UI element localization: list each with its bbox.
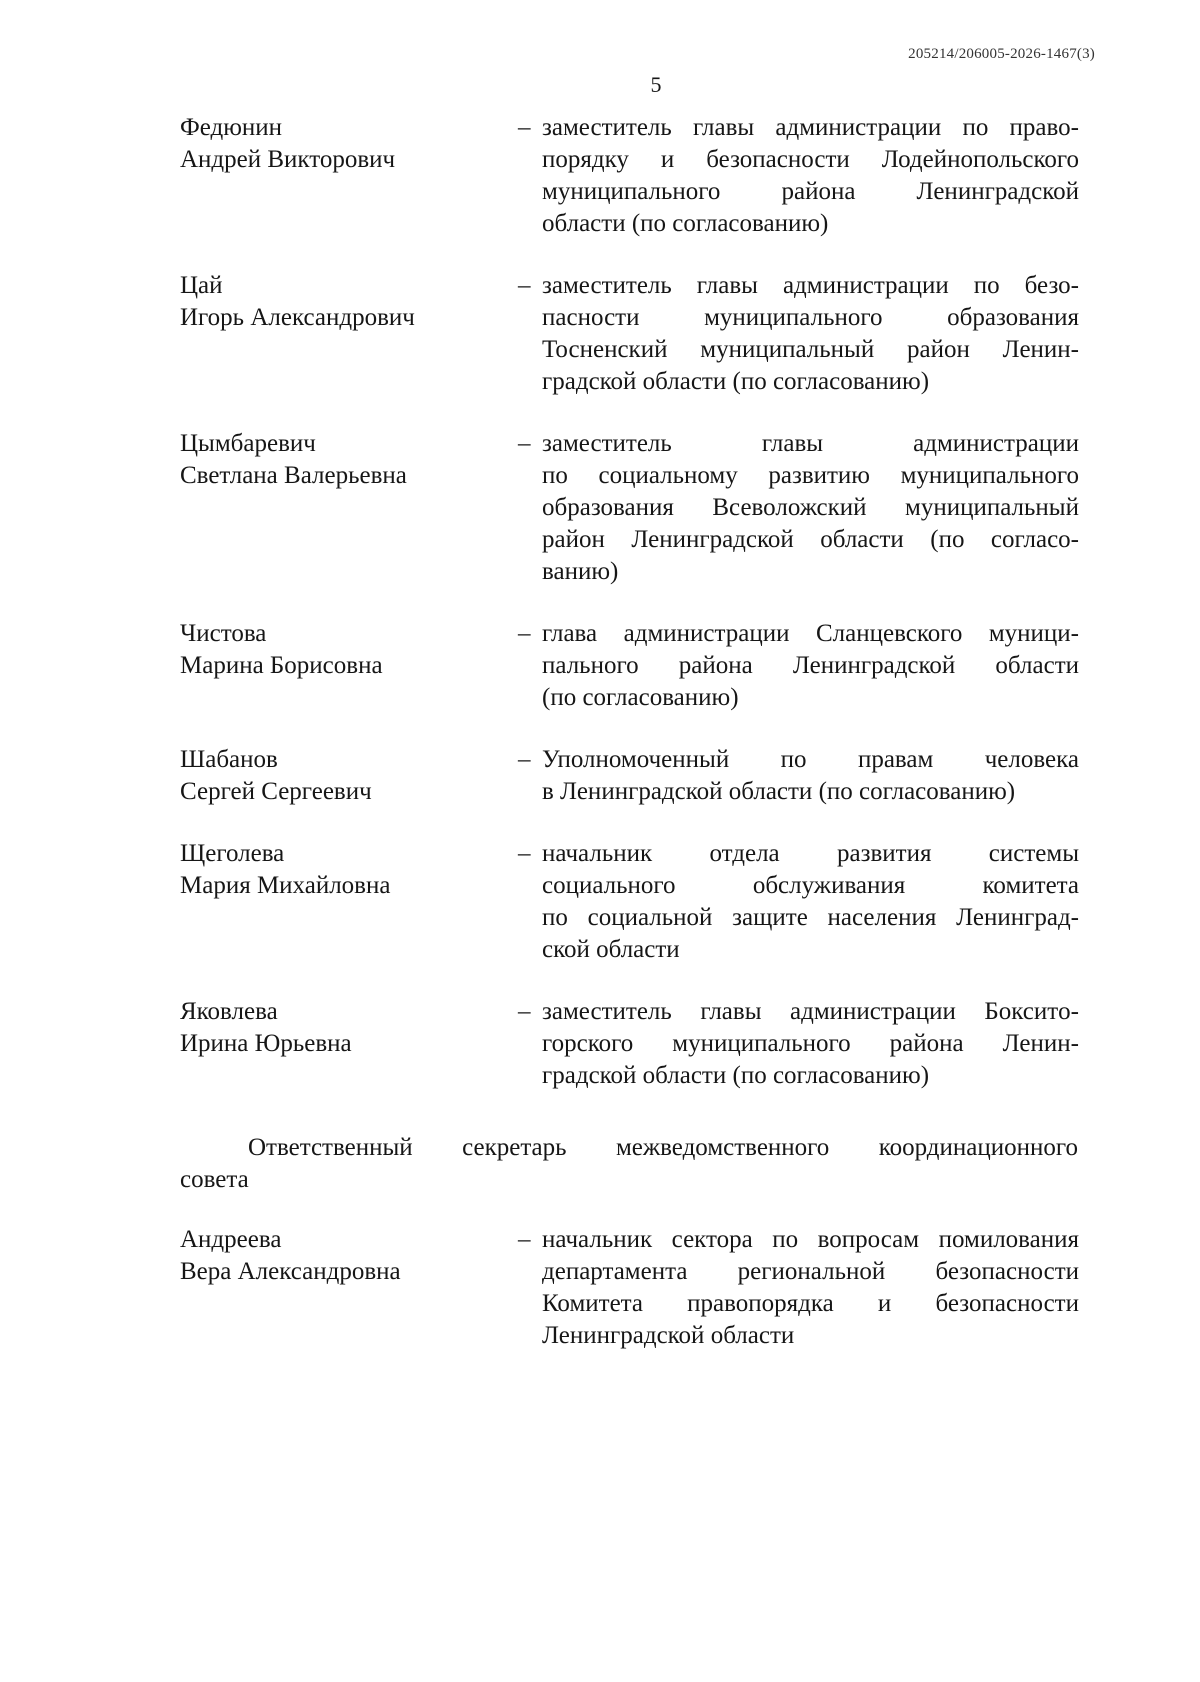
member-given-name: Светлана Валерьевна xyxy=(180,462,407,489)
position-line: градской области (по согласованию) xyxy=(542,368,930,395)
position-line: ванию) xyxy=(542,558,619,585)
position-line: начальник сектора по вопросам помилования xyxy=(542,1226,1079,1253)
position-line: Комитета правопорядка и безопасности xyxy=(542,1290,1079,1317)
member-name xyxy=(180,112,500,176)
position-line: области (по согласованию) xyxy=(542,210,829,237)
position-line: Ленинградской области xyxy=(542,1322,795,1349)
position-line: район Ленинградской области (по согласо- xyxy=(542,526,1079,553)
position-line: департамента региональной безопасности xyxy=(542,1258,1079,1285)
member-position xyxy=(542,996,1079,1092)
member-surname: Шабанов xyxy=(180,746,278,773)
position-line: социального обслуживания комитета xyxy=(542,872,1079,899)
member-surname: Щеголева xyxy=(180,840,285,867)
member-position xyxy=(542,270,1079,398)
position-line: в Ленинградской области (по согласованию) xyxy=(542,778,1016,805)
dash-separator: – xyxy=(518,272,531,299)
position-line: по социальной защите населения Ленинград- xyxy=(542,904,1079,931)
dash-separator: – xyxy=(518,114,531,141)
position-line: заместитель главы администрации xyxy=(542,430,1079,457)
dash-separator: – xyxy=(518,746,531,773)
page-number: 5 xyxy=(650,72,662,97)
member-surname: Федюнин xyxy=(180,114,283,141)
member-name xyxy=(180,618,500,682)
secretary-surname: Андреева xyxy=(180,1226,282,1253)
member-given-name: Мария Михайловна xyxy=(180,872,391,899)
position-line: начальник отдела развития системы xyxy=(542,840,1079,867)
position-line: образования Всеволожский муниципальный xyxy=(542,494,1079,521)
secretary-heading-line: Ответственный секретарь межведомственного координационного xyxy=(248,1134,1078,1161)
position-line: порядку и безопасности Лодейнопольского xyxy=(542,146,1079,173)
position-line: заместитель главы администрации по безо- xyxy=(542,272,1079,299)
member-surname: Чистова xyxy=(180,620,267,647)
position-line: горского муниципального района Ленин- xyxy=(542,1030,1079,1057)
position-line: по социальному развитию муниципального xyxy=(542,462,1079,489)
secretary-given-name: Вера Александровна xyxy=(180,1258,401,1285)
position-line: Уполномоченный по правам человека xyxy=(542,746,1079,773)
position-line: ской области xyxy=(542,936,680,963)
dash-separator: – xyxy=(518,620,531,647)
position-line: пального района Ленинградской области xyxy=(542,652,1079,679)
dash-separator: – xyxy=(518,840,531,867)
member-surname: Цымбаревич xyxy=(180,430,316,457)
position-line: градской области (по согласованию) xyxy=(542,1062,930,1089)
dash-separator: – xyxy=(518,430,531,457)
member-given-name: Игорь Александрович xyxy=(180,304,415,331)
member-name xyxy=(180,996,500,1060)
position-line: заместитель главы администрации Бокситo- xyxy=(542,998,1079,1025)
document-id: 205214/206005-2026-1467(3) xyxy=(908,46,1095,62)
position-line: пасности муниципального образования xyxy=(542,304,1079,331)
position-line: глава администрации Сланцевского муници- xyxy=(542,620,1079,647)
secretary-heading-line: совета xyxy=(180,1166,249,1193)
member-position xyxy=(542,744,1079,808)
member-given-name: Сергей Сергеевич xyxy=(180,778,372,805)
member-position xyxy=(542,428,1079,588)
member-given-name: Марина Борисовна xyxy=(180,652,383,679)
member-position xyxy=(542,112,1079,240)
secretary-name xyxy=(180,1224,500,1288)
member-name xyxy=(180,838,500,902)
member-name xyxy=(180,744,500,808)
member-position xyxy=(542,838,1079,966)
member-position xyxy=(542,618,1079,714)
position-line: муниципального района Ленинградской xyxy=(542,178,1079,205)
member-name xyxy=(180,428,500,492)
position-line: (по согласованию) xyxy=(542,684,739,711)
dash-separator: – xyxy=(518,1226,531,1253)
member-given-name: Андрей Викторович xyxy=(180,146,396,173)
secretary-heading xyxy=(180,1132,1078,1196)
member-given-name: Ирина Юрьевна xyxy=(180,1030,352,1057)
position-line: заместитель главы администрации по право- xyxy=(542,114,1079,141)
secretary-position xyxy=(542,1224,1079,1352)
position-line: Тосненский муниципальный район Ленин- xyxy=(542,336,1079,363)
member-name xyxy=(180,270,500,334)
dash-separator: – xyxy=(518,998,531,1025)
member-surname: Яковлева xyxy=(180,998,278,1025)
member-surname: Цай xyxy=(180,272,223,299)
